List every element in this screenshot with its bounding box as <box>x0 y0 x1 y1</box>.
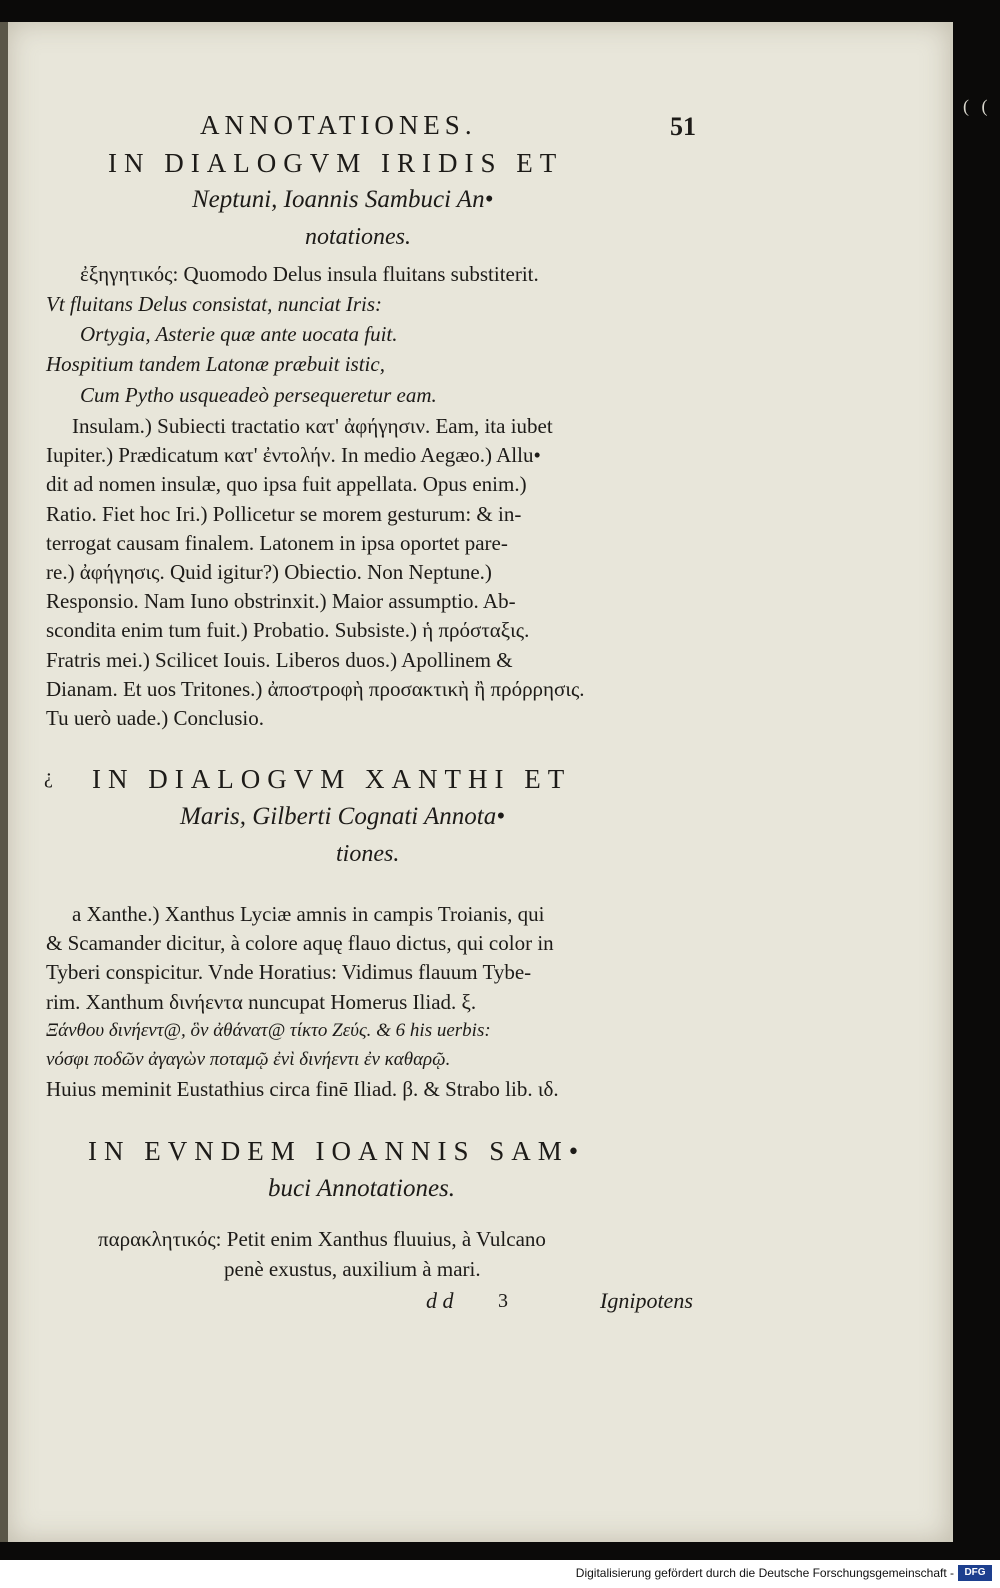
section1-line-4: Hospitium tandem Latonæ præbuit istic, <box>46 352 385 376</box>
section2-line-3: Tyberi conspicitur. Vnde Horatius: Vidimus flauum Tybe- <box>46 960 532 984</box>
section1-line-10: terrogat causam finalem. Latonem in ipsa oportet pare- <box>46 531 508 555</box>
section3-line-2: penè exustus, auxilium à mari. <box>224 1257 481 1281</box>
section2-heading-3: tiones. <box>336 841 400 867</box>
section1-line-11: re.) ἀφήγησις. Quid igitur?) Obiectio. Non Neptune.) <box>46 560 492 584</box>
dfg-logo: DFG <box>958 1565 992 1581</box>
section1-line-7: Iupiter.) Prædicatum κατ' ἐντολήν. In medio Aegæo.) Allu• <box>46 443 541 467</box>
section1-line-16: Tu uerò uade.) Conclusio. <box>46 706 264 730</box>
signature-number: 3 <box>498 1290 508 1312</box>
section3-heading-1: IN EVNDEM IOANNIS SAM• <box>88 1136 586 1166</box>
section1-heading-3: notationes. <box>305 224 411 250</box>
section2-line-1: a Xanthe.) Xanthus Lyciæ amnis in campis Troianis, qui <box>72 902 545 926</box>
section1-line-13: scondita enim tum fuit.) Probatio. Subsiste.) ἡ πρόσταξις. <box>46 618 530 642</box>
section1-line-6: Insulam.) Subiecti tractatio κατ' ἀφήγησιν. Eam, ita iubet <box>72 414 553 438</box>
section2-line-5: Ξάνθου δινήεντ@, ὃν ἀθάνατ@ τίκτο Ζεύς. & 6 his uerbis: <box>46 1020 491 1041</box>
section2-line-4: rim. Xanthum δινήεντα nuncupat Homerus Iliad. ξ. <box>46 990 477 1014</box>
section1-heading-1: IN DIALOGVM IRIDIS ET <box>108 148 564 178</box>
section2-line-6: νόσφι ποδῶν ἀγαγὼν ποταμῷ ἐνὶ δινήεντι ἐν καθαρῷ. <box>46 1049 451 1070</box>
section1-line-2: Vt fluitans Delus consistat, nunciat Iris: <box>46 292 382 316</box>
dfg-credit: Digitalisierung gefördert durch die Deutsche Forschungsgemeinschaft - <box>575 1566 954 1580</box>
section1-line-3: Ortygia, Asterie quæ ante uocata fuit. <box>80 322 398 346</box>
running-head: ANNOTATIONES. <box>200 110 477 140</box>
section3-line-1: παρακλητικός: Petit enim Xanthus fluuius, à Vulcano <box>98 1227 546 1251</box>
section3-heading-2: buci Annotationes. <box>268 1175 456 1202</box>
section1-line-1: ἐξηγητικός: Quomodo Delus insula fluitans substiterit. <box>80 262 539 286</box>
section2-line-7: Huius meminit Eustathius circa finē Iliad. β. & Strabo lib. ιδ. <box>46 1077 559 1101</box>
section1-line-14: Fratris mei.) Scilicet Iouis. Liberos duos.) Apollinem & <box>46 648 513 672</box>
section1-line-12: Responsio. Nam Iuno obstrinxit.) Maior assumptio. Ab- <box>46 589 516 613</box>
section1-line-5: Cum Pytho usqueadeò persequeretur eam. <box>80 383 437 407</box>
section1-heading-2: Neptuni, Ioannis Sambuci An• <box>192 186 494 213</box>
section2-heading-1: IN DIALOGVM XANTHI ET <box>92 764 572 794</box>
catchword: Ignipotens <box>600 1288 693 1313</box>
section1-line-8: dit ad nomen insulæ, quo ipsa fuit appellata. Opus enim.) <box>46 472 527 496</box>
signature-mark: d d <box>426 1288 454 1313</box>
page-number: 51 <box>670 112 696 141</box>
section1-line-15: Dianam. Et uos Tritones.) ἀποστροφὴ προσακτικὴ ἢ πρόρρησις. <box>46 677 585 701</box>
section2-line-2: & Scamander dicitur, à colore aquę flauo dictus, qui color in <box>46 931 554 955</box>
section2-heading-2: Maris, Gilberti Cognati Annota• <box>180 803 505 830</box>
marginal-mark: ¿ <box>44 766 53 788</box>
section1-line-9: Ratio. Fiet hoc Iri.) Pollicetur se morem gesturum: & in- <box>46 502 522 526</box>
page-curl-mark: ( ( <box>963 96 992 116</box>
